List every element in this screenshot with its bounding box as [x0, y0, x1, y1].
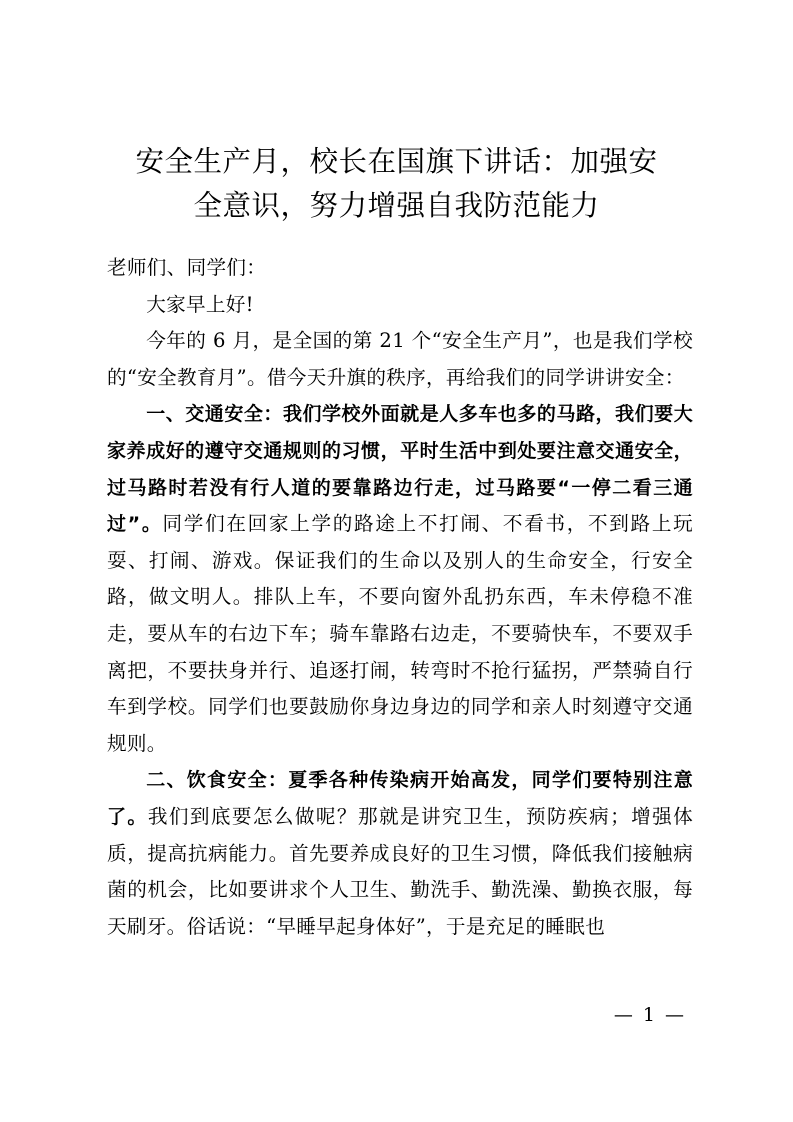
greeting: 大家早上好!	[146, 292, 254, 316]
title-line-2: 全意识，努力增强自我防范能力	[193, 189, 600, 222]
page-number: — 1 —	[613, 1004, 686, 1026]
traffic-safety-heading: 一、交通安全：我们学校外面就是人多车也多的马路，我们要大家养成好的遵守交通规则的习惯，平时生活中到处要注意交通安全，过马路时若没有行人道的要靠路边行走，过马路要“一停二看三通过”。	[107, 403, 693, 536]
title-line-1: 安全生产月，校长在国旗下讲话：加强安	[135, 145, 658, 178]
food-safety-paragraph	[107, 762, 693, 945]
salutation: 老师们、同学们：	[107, 256, 267, 279]
document-title	[100, 140, 693, 228]
document-body	[107, 250, 693, 945]
intro-paragraph: 今年的 6 月，是全国的第 21 个“安全生产月”，也是我们学校的“安全教育月”。借今天升旗的秩序，再给我们的同学讲讲安全：	[107, 329, 693, 389]
food-safety-heading: 二、饮食安全：夏季各种传染病开始高发，同学们要特别注意了。	[107, 769, 693, 828]
traffic-safety-paragraph	[107, 396, 693, 762]
food-safety-text: 我们到底要怎么做呢？那就是讲究卫生，预防疾病；增强体质，提高抗病能力。首先要养成良好的卫生习惯，降低我们接触病菌的机会，比如要讲求个人卫生、勤洗手、勤洗澡、勤换衣服，每天刷牙。俗话说：“早睡早起身体好”，于是充足的睡眠也	[107, 804, 693, 938]
traffic-safety-text: 同学们在回家上学的路途上不打闹、不看书，不到路上玩耍、打闹、游戏。保证我们的生命以及别人的生命安全，行安全路，做文明人。排队上车，不要向窗外乱扔东西，车未停稳不准走，要从车的右边下车；骑车靠路右边走，不要骑快车，不要双手离把，不要扶身并行、追逐打闹，转弯时不抢行猛拐，严禁骑自行车到学校。同学们也要鼓励你身边身边的同学和亲人时刻遵守交通规则。	[107, 512, 693, 755]
